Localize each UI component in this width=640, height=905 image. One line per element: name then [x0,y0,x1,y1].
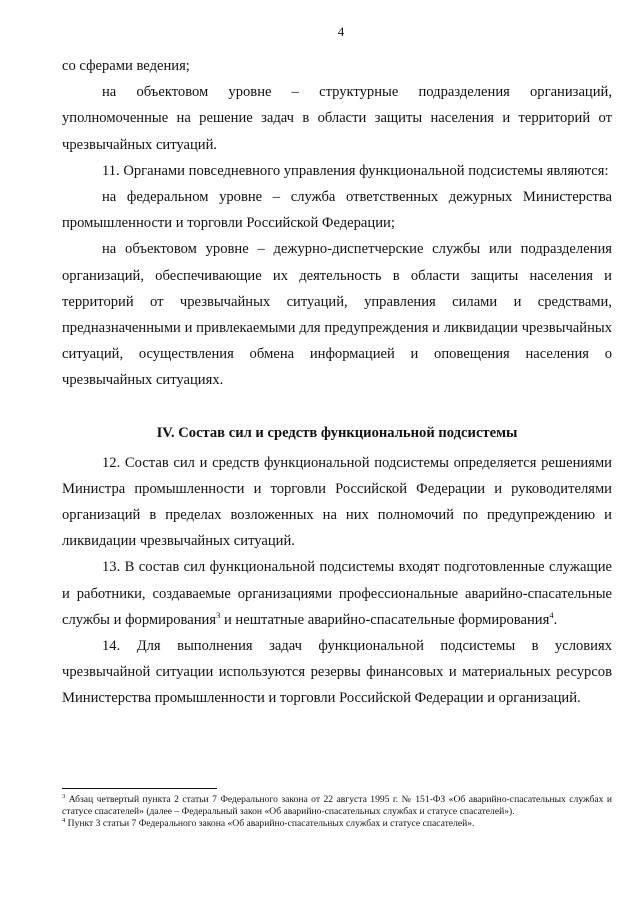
footnote-4 [62,818,612,830]
paragraph-object-level-dispatch: на объектовом уровне – дежурно-диспетчерские службы или подразделения организаций, обеспечивающие их деятельность в области защиты населения и территорий от чрезвычайных ситуаций, управления силами и средствами, предназначенными и привлекаемыми для предупреждения и ликвидации чрезвычайных ситуаций, осуществления обмена информацией и оповещения населения о чрезвычайных ситуациях. [62,241,612,389]
paragraph-13-part-a: 13. В состав сил функциональной подсистемы входят подготовленные служащие и работники, создаваемые организациями профессиональные аварийно-спасательные службы и формирования [62,559,612,628]
page-number: 4 [337,24,345,39]
footnote-marker-3: 3 [62,792,66,800]
paragraph-13-part-c: . [553,611,558,628]
footnotes [62,788,612,831]
footnote-4-text: Пункт 3 статьи 7 Федерального закона «Об аварийно-спасательных службах и статусе спасателей». [65,818,475,830]
footnote-marker-4: 4 [62,817,66,825]
paragraph-13 [62,554,612,633]
paragraph-continuation: со сферами ведения; [62,58,190,74]
section-heading: IV. Состав сил и средств функциональной подсистемы [156,424,518,441]
paragraph-13-part-b: и нештатные аварийно-спасательные формирования [220,611,550,628]
footnote-separator [62,788,217,789]
footnote-3-text: Абзац четвертый пункта 2 статьи 7 Федерального закона от 22 августа 1995 г. № 151-ФЗ «Об аварийно-спасательных службах и статусе спасателей» (далее – Федеральный закон «Об аварийно-спасательных службах и статусе спасателей»). [62,794,612,818]
paragraph-object-level-units: на объектовом уровне – структурные подразделения организаций, уполномоченные на решение задач в области защиты населения и территорий от чрезвычайных ситуаций. [62,84,612,153]
footnote-3 [62,794,612,818]
footnote-ref-4[interactable]: 4 [549,610,554,620]
footnote-ref-3[interactable]: 3 [216,610,221,620]
paragraph-14: 14. Для выполнения задач функциональной подсистемы в условиях чрезвычайной ситуации используются резервы финансовых и материальных ресурсов Министерства промышленности и торговли Российской Федерации и организаций. [62,638,612,707]
paragraph-federal-level-duty-service: на федеральном уровне – служба ответственных дежурных Министерства промышленности и торговли Российской Федерации; [62,189,612,232]
document-body [62,53,612,712]
paragraph-12: 12. Состав сил и средств функциональной подсистемы определяется решениями Министра промышленности и торговли Российской Федерации и руководителями организаций в пределах возложенных на них полномочий по предупреждению и ликвидации чрезвычайных ситуаций. [62,454,612,550]
paragraph-11: 11. Органами повседневного управления функциональной подсистемы являются: [102,162,609,179]
